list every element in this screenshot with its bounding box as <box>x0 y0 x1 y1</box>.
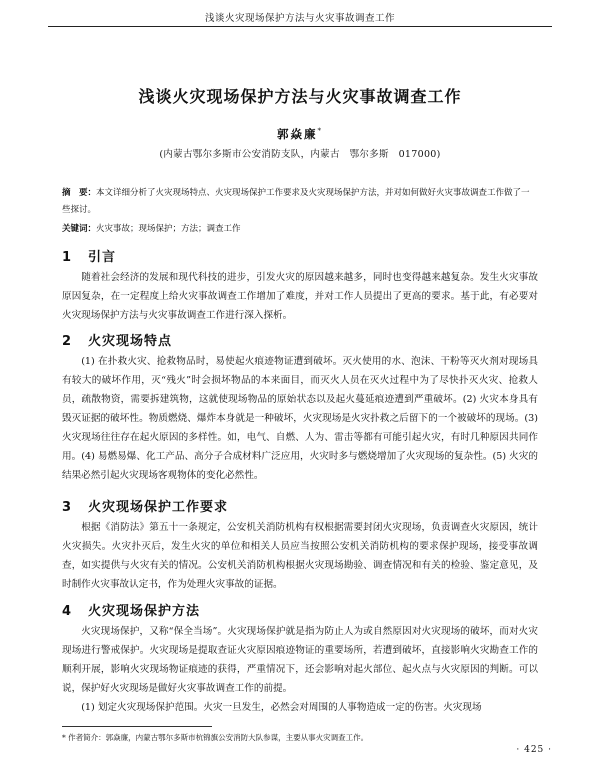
author-mark: * <box>317 127 323 136</box>
section-title: 火灾现场保护工作要求 <box>88 500 229 515</box>
abstract-text: 本文详细分析了火灾现场特点、火灾现场保护工作要求及火灾现场保护方法，并对如何做好火灾事故调查工作做了一些探讨。 <box>62 188 530 215</box>
keywords-label: 关键词： <box>62 224 97 234</box>
section-heading-4 <box>62 600 560 619</box>
section-heading-1 <box>62 246 560 265</box>
section-title: 火灾现场保护方法 <box>88 604 201 619</box>
affiliation: (内蒙古鄂尔多斯市公安消防支队，内蒙古 鄂尔多斯 017000) <box>159 149 441 160</box>
section-title: 引言 <box>88 250 117 265</box>
running-head: 浅谈火灾现场保护方法与火灾事故调查工作 <box>48 10 552 27</box>
paragraph-features: (1) 在扑救火灾、抢救物品时，易使起火痕迹物证遭到破坏。灭火使用的水、泡沫、干粉等灭火剂对现场具有较大的破坏作用，灭“残火”时会损坏物品的本来面目，而灭火人员在灭火过程中为了尽快扑灭火灾、抢救人员，疏散物资，需要拆建筑物，这就使现场物品的原始状态以及起火蔓延痕迹遭到严重破坏。(2) 火灾本身具有毁灭证据的破坏性。物质燃烧、爆炸本身就是一种破坏，火灾现场是火灾扑救之后留下的一个被破坏的现场。(3) 火灾现场往往存在起火原因的多样性。如，电气、自燃、人为、雷击等都有可能引起火灾，有时几种原因共同作用。(4) 易燃易爆、化工产品、高分子合成材料广泛应用，火灾时多与燃烧增加了火灾现场的复杂性。(5) 火灾的结果必然引起火灾现场客观物体的变化必然性。 <box>62 356 538 481</box>
section-number: 4 <box>62 604 73 619</box>
article-title: 浅谈火灾现场保护方法与火灾事故调查工作 <box>138 87 462 106</box>
author-name: 郭焱廉 <box>277 127 318 141</box>
section-number: 2 <box>62 334 73 349</box>
section-title: 火灾现场特点 <box>88 334 173 349</box>
paragraph-intro: 随着社会经济的发展和现代科技的进步，引发火灾的原因越来越多，同时也变得越来越复杂。发生火灾事故原因复杂，在一定程度上给火灾事故调查工作增加了难度，并对工作人员提出了更高的要求。基于此，有必要对火灾现场保护方法与火灾事故调查工作进行深入探析。 <box>62 272 538 321</box>
section-number: 1 <box>62 250 73 265</box>
paragraph-requirements: 根据《消防法》第五十一条规定，公安机关消防机构有权根据需要封闭火灾现场，负责调查火灾原因，统计火灾损失。火灾扑灭后，发生火灾的单位和相关人员应当按照公安机关消防机构的要求保护现场，接受事故调查，如实提供与火灾有关的情况。公安机关消防机构根据火灾现场勘验、调查情况和有关的检验、鉴定意见，及时制作火灾事故认定书，作为处理火灾事故的证据。 <box>62 522 538 590</box>
section-heading-2 <box>62 330 560 349</box>
keywords-text: 火灾事故；现场保护；方法；调查工作 <box>96 224 241 234</box>
abstract-block <box>62 185 538 238</box>
paragraph-methods-item-1: (1) 划定火灾现场保护范围。火灾一旦发生，必然会对周围的人事物造成一定的伤害。火灾现场 <box>81 702 482 713</box>
keywords <box>62 221 538 238</box>
footnote-divider <box>62 726 212 727</box>
paragraph-methods: 火灾现场保护，又称“保全当场”。火灾现场保护就是指为防止人为或自然原因对火灾现场的破坏，而对火灾现场进行警戒保护。火灾现场是提取查证火灾原因痕迹物证的重要场所，若遭到破坏，直接影响火灾勘查工作的顺利开展，影响火灾现场物证痕迹的获得，严重情况下，还会影响对起火部位、起火点与火灾原因的判断。可以说，保护好火灾现场是做好火灾事故调查工作的前提。 <box>62 626 538 694</box>
author-line <box>0 126 600 142</box>
abstract-label: 摘 要： <box>62 188 97 198</box>
footnote: * 作者简介：郭焱廉，内蒙古鄂尔多斯市杭锦旗公安消防大队参谋，主要从事火灾调查工作。 <box>62 733 369 742</box>
page-number: · 425 · <box>516 745 552 755</box>
section-heading-3 <box>62 496 560 515</box>
section-number: 3 <box>62 500 73 515</box>
abstract <box>62 185 538 219</box>
